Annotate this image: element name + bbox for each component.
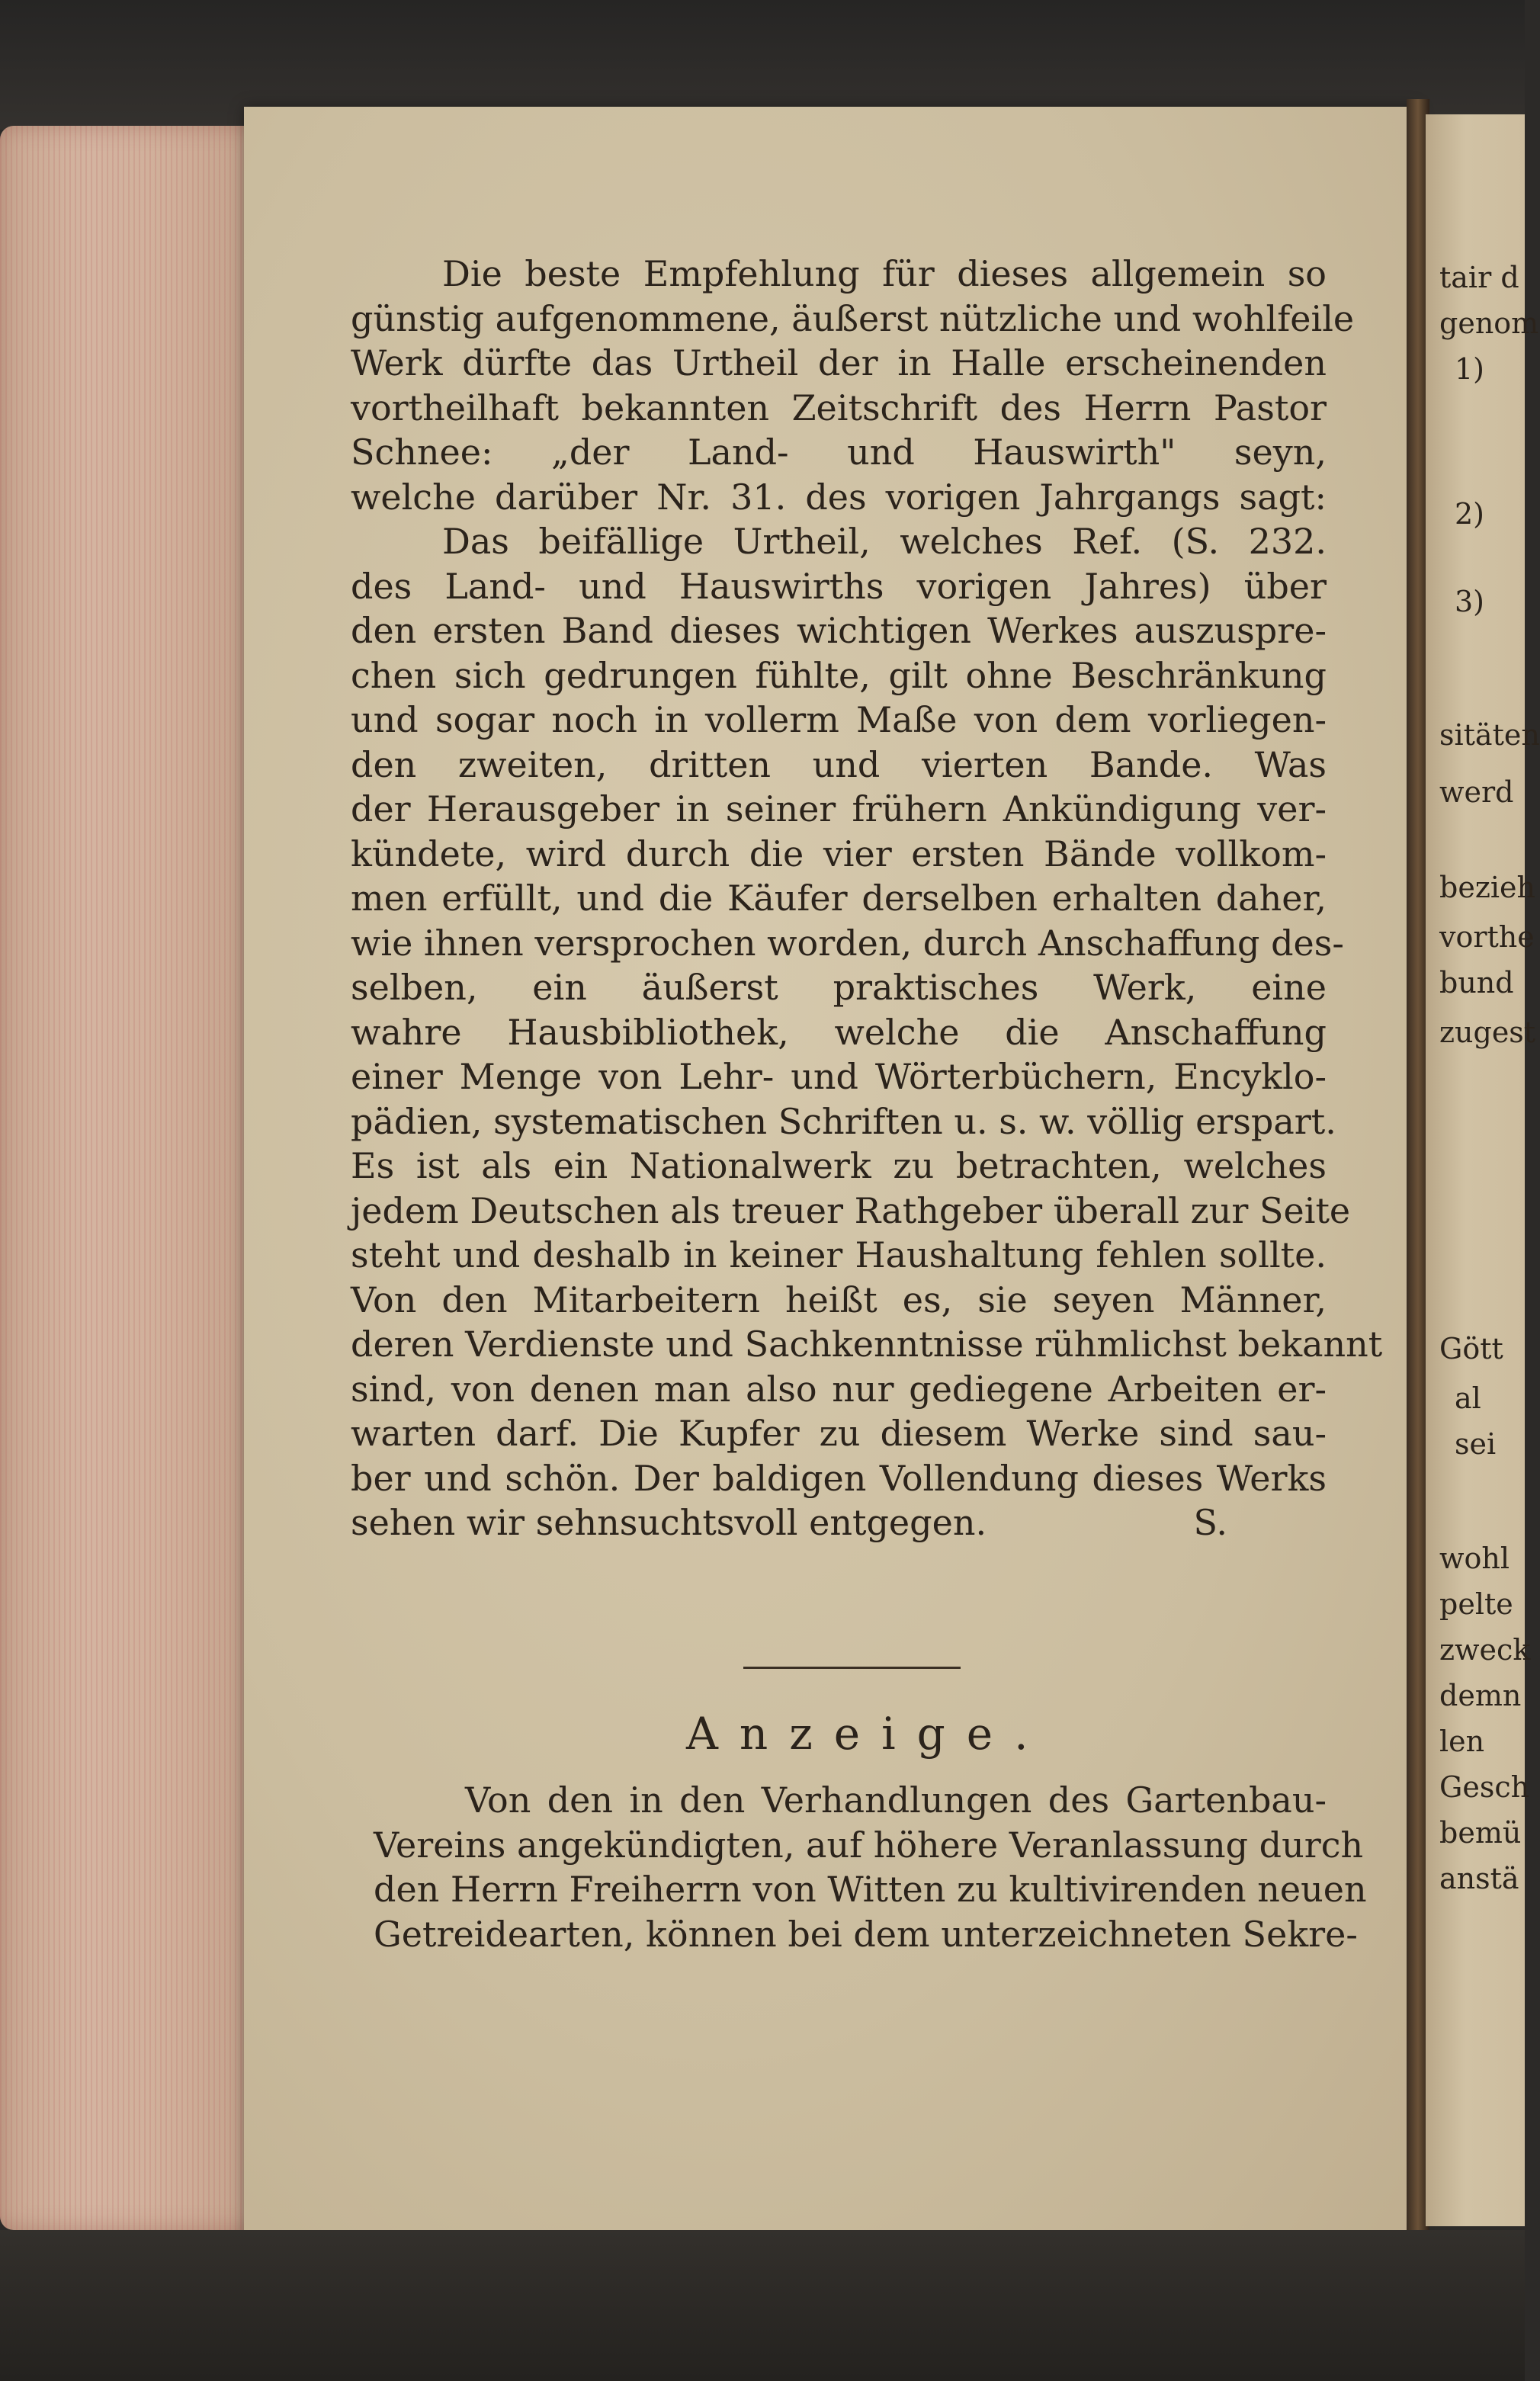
- text-line: einer Menge von Lehr- und Wörterbüchern, Encyklo-: [351, 1056, 1327, 1097]
- facing-fragment: len: [1439, 1725, 1485, 1758]
- facing-fragment: wohl: [1439, 1542, 1510, 1575]
- facing-fragment: genom: [1439, 306, 1539, 340]
- text-line: selben, ein äußerst praktisches Werk, eine: [351, 967, 1327, 1008]
- signature: S.: [1193, 1502, 1227, 1543]
- text-line: chen sich gedrungen fühlte, gilt ohne Beschränkung: [351, 654, 1327, 696]
- text-line: men erfüllt, und die Käufer derselben erhalten daher,: [351, 878, 1327, 919]
- facing-fragment: demn: [1439, 1679, 1522, 1712]
- facing-fragment: al: [1455, 1381, 1481, 1415]
- facing-fragment: zugest: [1439, 1016, 1536, 1049]
- closing-line: [351, 1500, 1227, 1545]
- facing-page: [1426, 114, 1525, 2226]
- text-line: Schnee: „der Land- und Hauswirth" seyn,: [351, 432, 1327, 473]
- text-line: Die beste Empfehlung für dieses allgemein so: [442, 253, 1327, 294]
- text-line: den ersten Band dieses wichtigen Werkes auszuspre-: [351, 610, 1327, 651]
- text-line: kündete, wird durch die vier ersten Bände vollkom-: [351, 833, 1327, 874]
- facing-fragment: anstä: [1439, 1862, 1519, 1895]
- review-text: [351, 252, 1383, 1545]
- facing-fragment: vorthe: [1439, 920, 1535, 954]
- facing-fragment: zweck: [1439, 1633, 1531, 1667]
- text-line: des Land- und Hauswirths vorigen Jahres) über: [351, 565, 1327, 607]
- text-line: Es ist als ein Nationalwerk zu betrachten, welches: [351, 1145, 1327, 1186]
- text-line: warten darf. Die Kupfer zu diesem Werke sind sau-: [351, 1413, 1327, 1454]
- facing-fragment: sei: [1455, 1427, 1497, 1461]
- text-line: günstig aufgenommene, äußerst nützliche und wohlfeile: [351, 297, 1355, 339]
- facing-fragment: pelte: [1439, 1587, 1513, 1621]
- text-line: Das beifällige Urtheil, welches Ref. (S. 232.: [442, 521, 1327, 562]
- facing-fragment: 3): [1455, 585, 1485, 618]
- text-line: jedem Deutschen als treuer Rathgeber überall zur Seite: [351, 1189, 1351, 1231]
- facing-fragment: Gött: [1439, 1332, 1503, 1365]
- facing-fragment: tair d: [1439, 261, 1519, 294]
- text-line: den zweiten, dritten und vierten Bande. Was: [351, 743, 1327, 785]
- facing-fragment: bezieh: [1439, 871, 1535, 904]
- facing-fragment: 2): [1455, 497, 1485, 531]
- text-line: Getreidearten, können bei dem unterzeichneten Sekre-: [374, 1913, 1358, 1955]
- facing-fragment: bund: [1439, 966, 1514, 1000]
- text-line: wahre Hausbibliothek, welche die Anschaffung: [351, 1011, 1327, 1053]
- text-line: den Herrn Freiherrn von Witten zu kultivirenden neuen: [374, 1869, 1367, 1910]
- text-line: Werk dürfte das Urtheil der in Halle erscheinenden: [351, 342, 1327, 383]
- backdrop-bottom: [0, 2230, 1525, 2381]
- text-line: wie ihnen versprochen worden, durch Anschaffung des-: [351, 922, 1344, 964]
- separator-rule: [743, 1667, 961, 1669]
- book-page-edges: [0, 126, 263, 2230]
- text-line: steht und deshalb in keiner Haushaltung fehlen sollte.: [351, 1234, 1327, 1276]
- facing-fragment: werd: [1439, 775, 1514, 809]
- text-line: welche darüber Nr. 31. des vorigen Jahrgangs sagt:: [351, 476, 1327, 518]
- notice-text: [374, 1776, 1367, 1955]
- text-line: pädien, systematischen Schriften u. s. w. völlig erspart.: [351, 1100, 1336, 1142]
- text-line: Vereins angekündigten, auf höhere Veranlassung durch: [374, 1824, 1364, 1866]
- facing-fragment: Gesch: [1439, 1770, 1530, 1804]
- text-line: deren Verdienste und Sachkenntnisse rühmlichst bekannt: [351, 1324, 1383, 1365]
- text-line: Von den Mitarbeitern heißt es, sie seyen Männer,: [351, 1279, 1327, 1320]
- text-line: vortheilhaft bekannten Zeitschrift des Herrn Pastor: [351, 387, 1327, 428]
- text-line: sehen wir sehnsuchtsvoll entgegen.: [351, 1502, 987, 1543]
- facing-fragment: 1): [1455, 352, 1485, 386]
- text-line: sind, von denen man also nur gediegene Arbeiten er-: [351, 1368, 1327, 1410]
- facing-fragment: sitäten: [1439, 718, 1540, 752]
- text-line: Von den in den Verhandlungen des Gartenbau-: [465, 1779, 1327, 1821]
- section-heading: Anzeige.: [686, 1708, 1050, 1760]
- text-line: ber und schön. Der baldigen Vollendung dieses Werks: [351, 1457, 1327, 1499]
- facing-fragment: bemü: [1439, 1816, 1522, 1850]
- text-line: und sogar noch in vollerm Maße von dem vorliegen-: [351, 699, 1327, 740]
- text-line: der Herausgeber in seiner frühern Ankündigung ver-: [351, 788, 1327, 829]
